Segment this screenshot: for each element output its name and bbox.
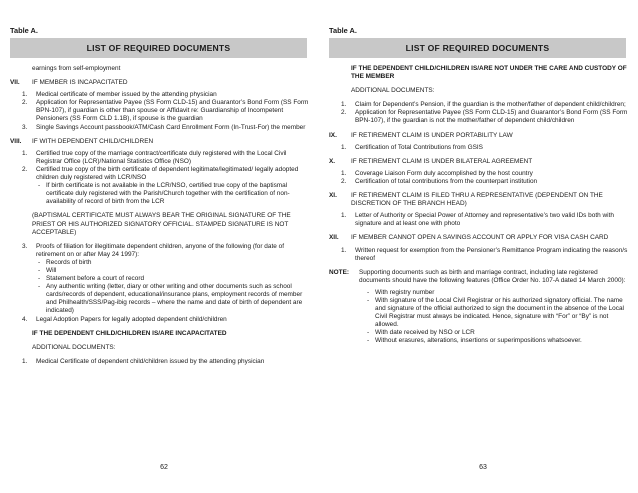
sub-bullet-text: Will <box>46 266 57 274</box>
list-item <box>10 124 309 132</box>
item-number: 1. <box>341 212 347 220</box>
additional-documents-label: ADDITIONAL DOCUMENTS: <box>32 343 116 351</box>
item-number: 3. <box>22 242 28 250</box>
sub-bullet <box>10 259 309 267</box>
item-text: Written request for exemption from the Pensioner’s Remittance Program indicating the reason/s thereof <box>355 246 628 262</box>
not-custody-heading: IF THE DEPENDENT CHILD/CHILDREN IS/ARE NOT UNDER THE CARE AND CUSTODY OF THE MEMBER <box>351 65 627 81</box>
sub-bullet-text: If birth certificate is not available in the LCR/NSO, certified true copy of the baptismal certificate duly registered with the Parish/Church together with the certification of non-availability of record of birth from the LCR <box>46 182 290 206</box>
section-vii-heading <box>10 79 309 87</box>
dash: - <box>367 296 370 304</box>
section-title: IF RETIREMENT CLAIM IS UNDER BILATERAL AGREEMENT <box>351 157 533 165</box>
left-page-body <box>10 65 309 366</box>
note-text: Supporting documents such as birth and marriage contract, including late registered documents should have the following features (Office Order No. 107-A dated 14 March 2000): <box>359 268 626 284</box>
dash: - <box>367 288 370 296</box>
item-number: 1. <box>341 101 347 109</box>
note-label: NOTE: <box>329 268 350 276</box>
list-item <box>10 150 309 166</box>
sub-bullet <box>10 283 309 315</box>
list-item <box>329 101 628 109</box>
item-number: 2. <box>341 177 347 185</box>
sub-bullet <box>329 289 628 297</box>
sub-bullet-text: Without erasures, alterations, insertions or superimpositions whatsoever. <box>375 337 582 345</box>
section-number: VIII. <box>10 137 22 145</box>
list-item <box>329 170 628 178</box>
table-label: Table A. <box>329 26 357 35</box>
list-item <box>10 91 309 99</box>
item-number: 1. <box>341 143 347 151</box>
right-page-body <box>329 65 628 346</box>
page-number: 62 <box>160 464 168 471</box>
note-block <box>329 269 628 285</box>
list-item <box>10 99 309 123</box>
item-number: 2. <box>22 165 28 173</box>
additional-documents-label: ADDITIONAL DOCUMENTS: <box>351 87 435 95</box>
item-number: 1. <box>22 357 28 365</box>
item-number: 2. <box>22 99 28 107</box>
sub-bullet <box>329 337 628 345</box>
section-title: IF WITH DEPENDENT CHILD/CHILDREN <box>32 137 154 145</box>
item-text: Application for Representative Payee (SS Form CLD-15) and Guarantor’s Bond Form (SS Form BPN-107), if guardian is other than spouse or Affidavit re: Guardianship of Incompetent Pensioners (SS Form CLD 1.1B), if spouse is the guardian <box>36 99 309 123</box>
item-number: 3. <box>22 123 28 131</box>
item-number: 1. <box>341 169 347 177</box>
sub-bullet-text: With signature of the Local Civil Registrar or his authorized signatory official. The name and signature of the official authorized to sign the document in the absence of the Local Civil Registrar must always be indicated. Hence, signature with “For” or “By” is not allowed. <box>375 296 624 329</box>
sub-bullet <box>329 329 628 337</box>
sub-bullet <box>10 182 309 206</box>
dash: - <box>38 275 41 283</box>
item-text: Legal Adoption Papers for legally adopted dependent child/children <box>36 315 227 323</box>
item-text: Application for Representative Payee (SS Form CLD-15) and Guarantor’s Bond Form (SS Form BPN-107), if the guardian is not the mother/father of dependent child/children <box>355 109 628 125</box>
section-number: XI. <box>329 192 337 200</box>
sub-bullet <box>10 275 309 283</box>
dash: - <box>367 337 370 345</box>
item-text: Certified true copy of the birth certificate of dependent legitimate/legitimated/ legally adopted children duly registered with LCR/NSO <box>36 165 299 182</box>
list-item <box>329 247 628 263</box>
continuation-text: earnings from self-employment <box>32 65 121 72</box>
item-number: 1. <box>22 149 28 157</box>
list-item <box>10 358 309 366</box>
section-number: X. <box>329 157 336 165</box>
item-number: 2. <box>341 109 347 117</box>
sub-bullet <box>10 267 309 275</box>
list-item <box>329 144 628 152</box>
dash: - <box>38 266 41 274</box>
item-text: Medical Certificate of dependent child/children issued by the attending physician <box>36 357 265 365</box>
sub-bullet-text: Any authentic writing (letter, diary or other writing and other documents such as school cards/records of dependent, educational/insurance plans, employment records of member and Philhealth/SSS/Pag-ibig records – where the name and date of birth of dependent are indicated) <box>46 283 303 315</box>
section-title: IF RETIREMENT CLAIM IS FILED THRU A REPRESENTATIVE (DEPENDENT ON THE DISCRETION OF THE BRANCH HEAD) <box>351 192 603 208</box>
list-item <box>10 243 309 259</box>
list-item <box>329 212 628 228</box>
sub-bullet-text: With date received by NSO or LCR <box>375 329 475 337</box>
dash: - <box>38 258 41 266</box>
list-item <box>329 178 628 186</box>
item-text: Medical certificate of member issued by the attending physician <box>36 91 217 99</box>
item-text: Coverage Liaison Form duly accomplished by the host country <box>355 169 533 177</box>
dash: - <box>38 283 41 291</box>
section-header: LIST OF REQUIRED DOCUMENTS <box>10 38 307 58</box>
baptismal-note: (BAPTISMAL CERTIFICATE MUST ALWAYS BEAR THE ORIGINAL SIGNATURE OF THE PRIEST OR HIS AUTHORIZED SIGNATORY OFFICIAL. STAMPED SIGNATURE IS NOT ACCEPTABLE) <box>32 212 291 236</box>
item-text: Letter of Authority or Special Power of Attorney and representative’s two valid IDs both with signature and at least one with photo <box>355 212 614 228</box>
item-text: Proofs of filiation for illegitimate dependent children, anyone of the following (for date of retirement on or after May 24 1997): <box>36 242 284 258</box>
item-text: Certification of Total Contributions from GSIS <box>355 143 483 151</box>
right-page <box>329 0 638 493</box>
section-number: XII. <box>329 234 339 242</box>
item-text: Certified true copy of the marriage contract/certificate duly registered with the Local Civil Registrar Office (LCR)/National Statistics Office (NSO) <box>36 149 287 165</box>
section-title: IF MEMBER CANNOT OPEN A SAVINGS ACCOUNT OR APPLY FOR VISA CASH CARD <box>351 234 609 242</box>
sub-bullet-text: Statement before a court of record <box>46 275 145 283</box>
dash: - <box>367 329 370 337</box>
section-xi-heading <box>329 192 628 208</box>
table-label: Table A. <box>10 26 38 35</box>
item-text: Single Savings Account passbook/ATM/Cash Card Enrollment Form (In-Trust-For) the member <box>36 123 306 131</box>
item-text: Certification of total contributions from the counterpart institution <box>355 177 538 185</box>
item-number: 4. <box>22 315 28 323</box>
section-title: IF RETIREMENT CLAIM IS UNDER PORTABILITY LAW <box>351 131 513 139</box>
item-text: Claim for Dependent’s Pension, if the guardian is the mother/father of dependent child/children; <box>355 101 626 109</box>
section-number: IX. <box>329 131 337 139</box>
section-x-heading <box>329 158 628 166</box>
sub-bullet-text: Records of birth <box>46 258 92 266</box>
section-title: IF MEMBER IS INCAPACITATED <box>32 79 128 87</box>
section-xii-heading <box>329 234 628 242</box>
section-ix-heading <box>329 132 628 140</box>
item-number: 1. <box>341 246 347 254</box>
dash: - <box>38 182 41 190</box>
page-number: 63 <box>479 464 487 471</box>
section-number: VII. <box>10 79 20 87</box>
list-item <box>10 316 309 324</box>
incapacitated-heading: IF THE DEPENDENT CHILD/CHILDREN IS/ARE INCAPACITATED <box>32 329 227 337</box>
section-header: LIST OF REQUIRED DOCUMENTS <box>329 38 626 58</box>
sub-bullet-text: With registry number <box>375 288 435 296</box>
list-item <box>10 166 309 182</box>
sub-bullet <box>329 297 628 329</box>
section-viii-heading <box>10 138 309 146</box>
item-number: 1. <box>22 91 28 99</box>
list-item <box>329 109 628 125</box>
left-page <box>10 0 319 493</box>
